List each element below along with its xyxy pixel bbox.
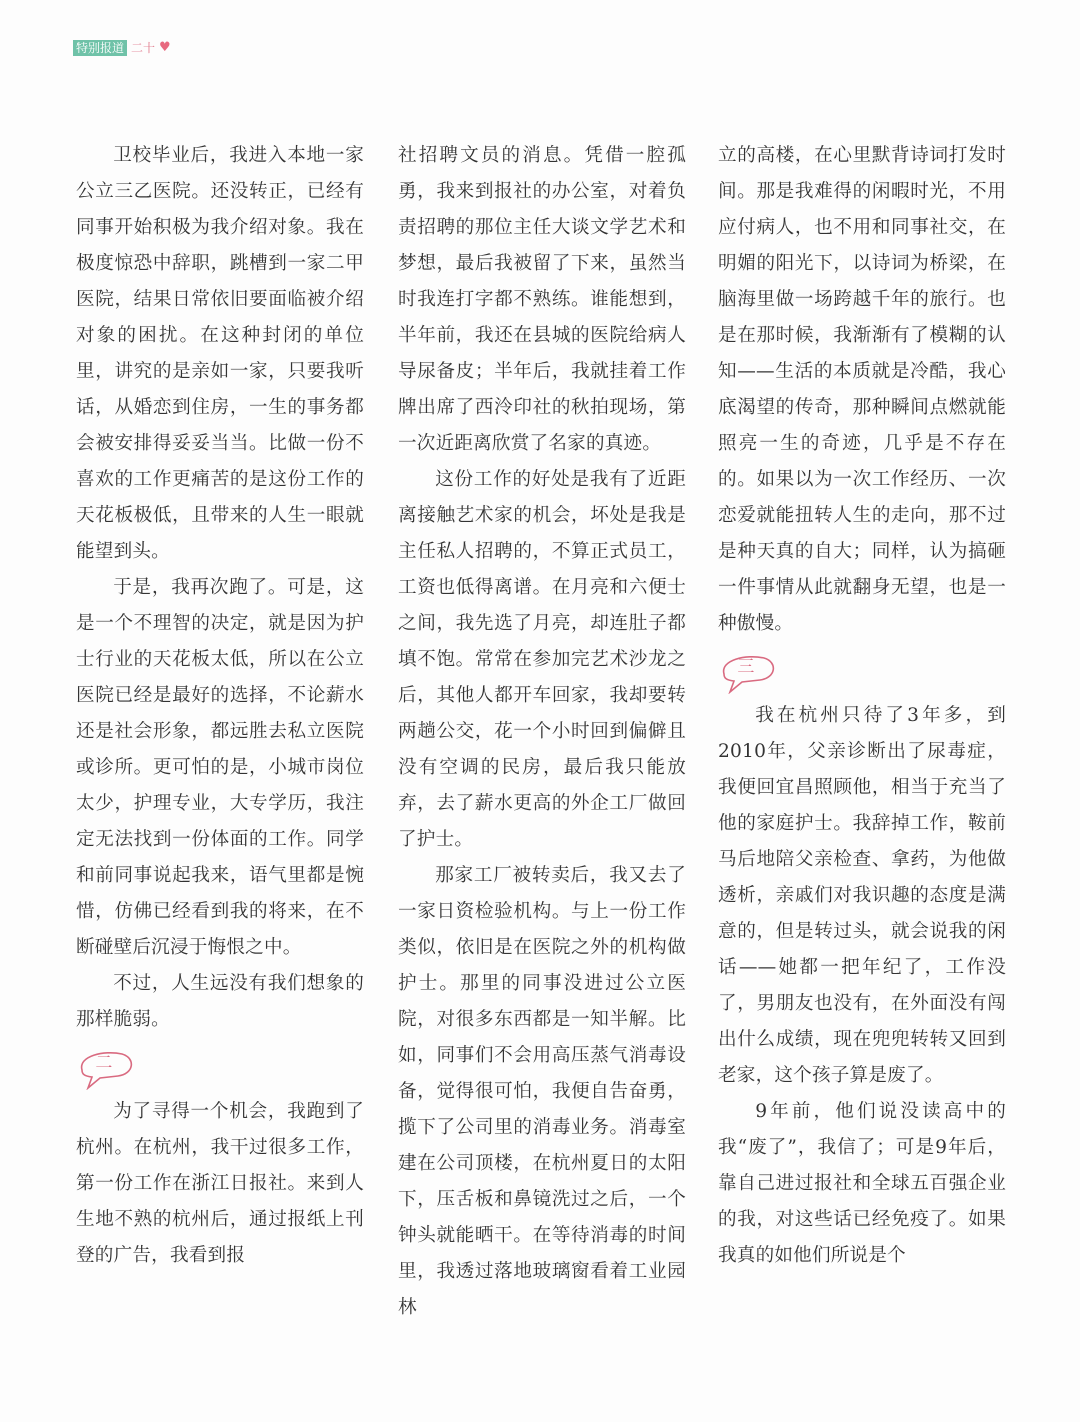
- paragraph: 不过，人生远没有我们想象的那样脆弱。: [76, 973, 364, 1030]
- section-subtitle: 二十: [131, 41, 156, 55]
- text-column-1: [76, 138, 364, 1274]
- heart-icon: ♥: [159, 40, 171, 55]
- section-tag: 特别报道: [73, 40, 127, 56]
- paragraph: 我在杭州只待了3年多，到2010年，父亲诊断出了尿毒症，我便回宜昌照顾他，相当于充当了他的家庭护士。我辞掉工作，鞍前马后地陪父亲检查、拿药，为他做透析，亲戚们对我识趣的态度是满意的，但是转过头，就会说我的闲话——她都一把年纪了，工作没了，男朋友也没有，在外面没有闯出什么成绩，现在兜兜转转又回到老家，这个孩子算是废了。: [718, 705, 1006, 1086]
- text-column-3: [718, 138, 1006, 1274]
- paragraph: 立的高楼，在心里默背诗词打发时间。那是我难得的闲暇时光，不用应付病人，也不用和同事社交，在明媚的阳光下，以诗词为桥梁，在脑海里做一场跨越千年的旅行。也是在那时候，我渐渐有了模糊的认知——生活的本质就是冷酷，我心底渴望的传奇，那种瞬间点燃就能照亮一生的奇迹，几乎是不存在的。如果以为一次工作经历、一次恋爱就能扭转人生的走向，那不过是种天真的自大；同样，认为搞砸一件事情从此就翻身无望，也是一种傲慢。: [718, 145, 1006, 634]
- paragraph: 卫校毕业后，我进入本地一家公立三乙医院。还没转正，已经有同事开始积极为我介绍对象。我在极度惊恐中辞职，跳槽到一家二甲医院，结果日常依旧要面临被介绍对象的困扰。在这种封闭的单位里，讲究的是亲如一家，只要我听话，从婚恋到住房，一生的事务都会被安排得妥妥当当。比做一份不喜欢的工作更痛苦的是这份工作的天花板极低，且带来的人生一眼就能望到头。: [76, 145, 364, 562]
- paragraph: 9年前，他们说没读高中的我“废了”，我信了；可是9年后，靠自己进过报社和全球五百强企业的我，对这些话已经免疫了。如果我真的如他们所说是个: [718, 1101, 1006, 1266]
- paragraph: 于是，我再次跑了。可是，这是一个不理智的决定，就是因为护士行业的天花板太低，所以在公立医院已经是最好的选择，不论薪水还是社会形象，都远胜去私立医院或诊所。更可怕的是，小城市岗位太少，护理专业，大专学历，我注定无法找到一份体面的工作。同学和前同事说起我来，语气里都是惋惜，仿佛已经看到我的将来，在不断碰壁后沉浸于悔恨之中。: [76, 577, 364, 958]
- paragraph: 为了寻得一个机会，我跑到了杭州。在杭州，我干过很多工作，第一份工作在浙江日报社。来到人生地不熟的杭州后，通过报纸上刊登的广告，我看到报: [76, 1101, 364, 1266]
- paragraph: 那家工厂被转卖后，我又去了一家日资检验机构。与上一份工作类似，依旧是在医院之外的机构做护士。那里的同事没进过公立医院，对很多东西都是一知半解。比如，同事们不会用高压蒸气消毒设备，觉得很可怕，我便自告奋勇，揽下了公司里的消毒业务。消毒室建在公司顶楼，在杭州夏日的太阳下，压舌板和鼻镜洗过之后，一个钟头就能晒干。在等待消毒的时间里，我透过落地玻璃窗看着工业园林: [398, 865, 686, 1318]
- paragraph: 这份工作的好处是我有了近距离接触艺术家的机会，坏处是我是主任私人招聘的，不算正式员工，工资也低得离谱。在月亮和六便士之间，我先选了月亮，却连肚子都填不饱。常常在参加完艺术沙龙之后，其他人都开车回家，我却要转两趟公交，花一个小时回到偏僻且没有空调的民房，最后我只能放弃，去了薪水更高的外企工厂做回了护士。: [398, 469, 686, 850]
- section-number-bubble: [74, 1046, 138, 1090]
- section-number: 二: [95, 1053, 113, 1073]
- text-column-2: [398, 138, 686, 1326]
- section-number: 三: [737, 657, 755, 677]
- section-number-bubble: [716, 650, 780, 694]
- page-header: [73, 40, 171, 56]
- paragraph: 社招聘文员的消息。凭借一腔孤勇，我来到报社的办公室，对着负责招聘的那位主任大谈文学艺术和梦想，最后我被留了下来，虽然当时我连打字都不熟练。谁能想到，半年前，我还在县城的医院给病人导尿备皮；半年后，我就挂着工作牌出席了西泠印社的秋拍现场，第一次近距离欣赏了名家的真迹。: [398, 145, 686, 454]
